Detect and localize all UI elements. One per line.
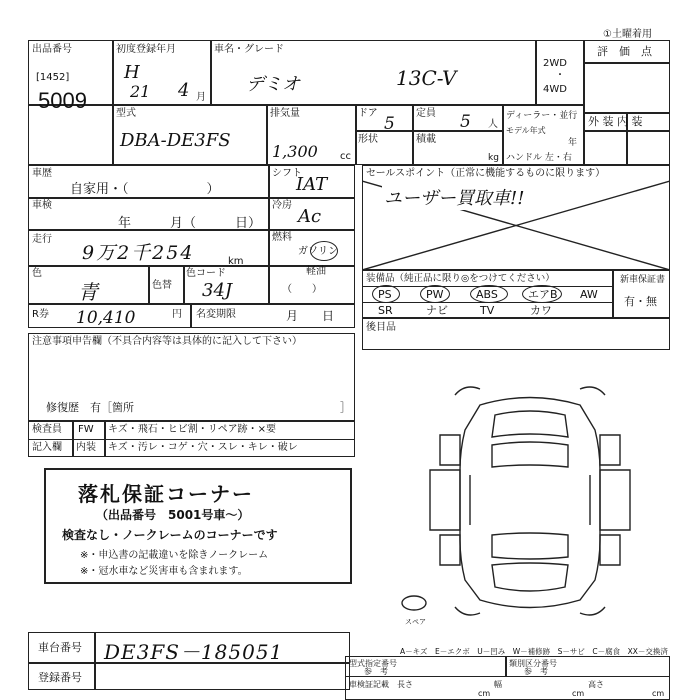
inspection-value: 年 月（ 日） <box>118 216 262 231</box>
stamp-line1: 検査なし・ノークレームのコーナーです <box>62 528 278 542</box>
equipment-label: 装備品（純正品に限り◎をつけてください） <box>366 273 555 284</box>
shift-value: IAT <box>296 174 328 195</box>
load-unit: kg <box>488 153 499 163</box>
fw-label: FW <box>78 424 94 435</box>
drive-dot: ・ <box>555 70 565 81</box>
inspection-label: 車検 <box>32 200 52 211</box>
fw-text: キズ・飛石・ヒビ割・リペア跡・×要 <box>108 424 276 435</box>
stamp-lot-range: （出品番号 5001号車～） <box>96 508 250 522</box>
doors-label: ドア <box>358 108 378 119</box>
car-label: 車名・グレード <box>214 44 284 55</box>
model-year-unit: 年 <box>568 138 578 148</box>
warranty-value: 有・無 <box>624 295 657 308</box>
equip-ps-circle <box>372 285 400 303</box>
recycle-unit: 円 <box>172 309 182 320</box>
sales-point-note: ユーザー買取車!! <box>382 184 526 210</box>
repair-history-close: ］ <box>340 401 351 414</box>
interior-label: 内装 <box>76 442 96 453</box>
registration-label: 登録番号 <box>38 671 82 684</box>
mileage-label: 走行 <box>32 234 52 245</box>
ac-value: Ac <box>298 206 322 227</box>
warranty-label: 新車保証書 <box>620 275 666 285</box>
equip-tv: TV <box>480 304 495 317</box>
equip-pw-circle <box>420 285 450 303</box>
spare-label: スペア <box>405 618 426 626</box>
color-value: 青 <box>78 280 98 304</box>
doors-value: 5 <box>384 114 395 134</box>
rear-seat-box <box>362 318 670 350</box>
first-reg-label: 初度登録年月 <box>116 44 176 55</box>
handle-label: ハンドル 左・右 <box>506 153 572 163</box>
inspector-label-2: 記入欄 <box>32 442 62 453</box>
equip-pw: PW <box>426 288 444 301</box>
color-label: 色 <box>32 268 42 279</box>
car-name: デミオ <box>246 74 300 95</box>
equip-ps: PS <box>378 288 392 301</box>
damage-legend: A－キズ E－エクボ U－凹み W－補修跡 S－サビ C－腐食 XX－交換済 <box>400 647 668 656</box>
car-grade: 13C-V <box>396 66 457 90</box>
era-value: H <box>124 62 140 83</box>
fuel-label: 燃料 <box>272 232 292 243</box>
type-ref-label: 参 考 <box>364 667 388 676</box>
height-unit: cm <box>652 689 665 698</box>
equip-abs-circle <box>470 285 508 303</box>
capacity-label: 定員 <box>416 108 436 119</box>
fuel-gas: ガソリン <box>298 246 338 257</box>
stamp-title: 落札保証コーナー <box>78 482 254 506</box>
dealer-label: ディーラー・並行 <box>506 111 578 121</box>
chassis-label: 車台番号 <box>38 641 82 654</box>
drive-4wd: 4WD <box>543 84 567 95</box>
header-note: ①土曜着用 <box>603 29 652 40</box>
fuel-light-oil: 軽油 <box>306 266 326 277</box>
displacement-unit: cc <box>340 151 351 162</box>
exterior-interior-label: 外 装 内 装 <box>588 115 643 128</box>
equip-abs: ABS <box>476 288 498 301</box>
displacement-value: 1,300 <box>272 142 318 161</box>
shape-label: 形状 <box>358 134 378 145</box>
class-no-label: 類別区分番号 <box>509 659 557 668</box>
model-label: 型式 <box>116 108 136 119</box>
equip-airbag-circle <box>522 285 562 303</box>
type-no-label: 型式指定番号 <box>349 659 397 668</box>
history-value: 自家用・（ ） <box>70 182 220 197</box>
recycle-label: R券 <box>32 309 49 320</box>
month-value: 4 <box>178 80 190 101</box>
history-label: 車歴 <box>32 168 52 179</box>
sales-point-label: セールスポイント（正常に機能するものに限ります） <box>366 168 606 179</box>
stamp-line2: ※・申込書の記載違いを除きノークレーム <box>80 550 269 561</box>
color-code-value: 34J <box>202 280 233 301</box>
equip-aw: AW <box>580 288 598 301</box>
sales-point-cross <box>362 165 670 270</box>
rating-label: 評 価 点 <box>597 45 652 58</box>
displacement-label: 排気量 <box>270 108 300 119</box>
model-year-label: モデル年式 <box>506 126 546 135</box>
dims-label: 車検証記載 <box>349 680 389 689</box>
rear-seat-label: 後目品 <box>366 322 396 333</box>
lot-small: [1452] <box>36 72 70 83</box>
capacity-unit: 人 <box>488 119 498 130</box>
ac-label: 冷房 <box>272 200 292 211</box>
load-label: 積載 <box>416 134 436 145</box>
notes-label: 注意事項申告欄（不具合内容等は具体的に記入して下さい） <box>32 336 302 347</box>
repair-history: 修復歴 有［箇所 <box>46 401 134 414</box>
inspector-label-1: 検査員 <box>32 424 62 435</box>
height-label: 高さ <box>588 680 604 689</box>
fuel-gas-circle <box>310 241 338 261</box>
length-unit: cm <box>478 689 491 698</box>
equip-navi: ナビ <box>426 304 448 317</box>
equip-airbag: エアB <box>528 288 558 301</box>
lot-number: 5009 <box>38 88 87 113</box>
model-value: DBA-DE3FS <box>120 130 231 151</box>
stamp-line3: ※・冠水車など災害車も含まれます。 <box>80 566 248 577</box>
chassis-value: DE3FS－185051 <box>104 640 284 664</box>
equip-sr: SR <box>378 304 393 317</box>
mileage-unit: km <box>228 256 244 267</box>
color-code-label: 色コード <box>186 268 226 279</box>
car-damage-diagram <box>400 375 660 625</box>
year-value: 21 <box>130 82 151 101</box>
shift-label: シフト <box>272 168 302 179</box>
class-ref-label: 参 考 <box>524 667 548 676</box>
length-label: 長さ <box>397 680 413 689</box>
interior-text: キズ・汚レ・コゲ・穴・スレ・キレ・破レ <box>108 442 298 453</box>
lot-label: 出品番号 <box>32 44 72 55</box>
color-change-label: 色替 <box>152 280 172 291</box>
width-unit: cm <box>572 689 585 698</box>
title-expiry-value: 月 日 <box>286 309 335 323</box>
drive-2wd: 2WD <box>543 58 567 69</box>
mileage-value: 9万2千254 <box>82 242 195 264</box>
title-expiry-label: 名変期限 <box>196 309 236 320</box>
fuel-other: （ ） <box>282 284 322 295</box>
capacity-value: 5 <box>460 112 471 132</box>
month-unit: 月 <box>196 92 206 103</box>
width-label: 幅 <box>494 680 502 689</box>
equip-leather: カワ <box>530 304 552 317</box>
recycle-value: 10,410 <box>76 308 136 328</box>
